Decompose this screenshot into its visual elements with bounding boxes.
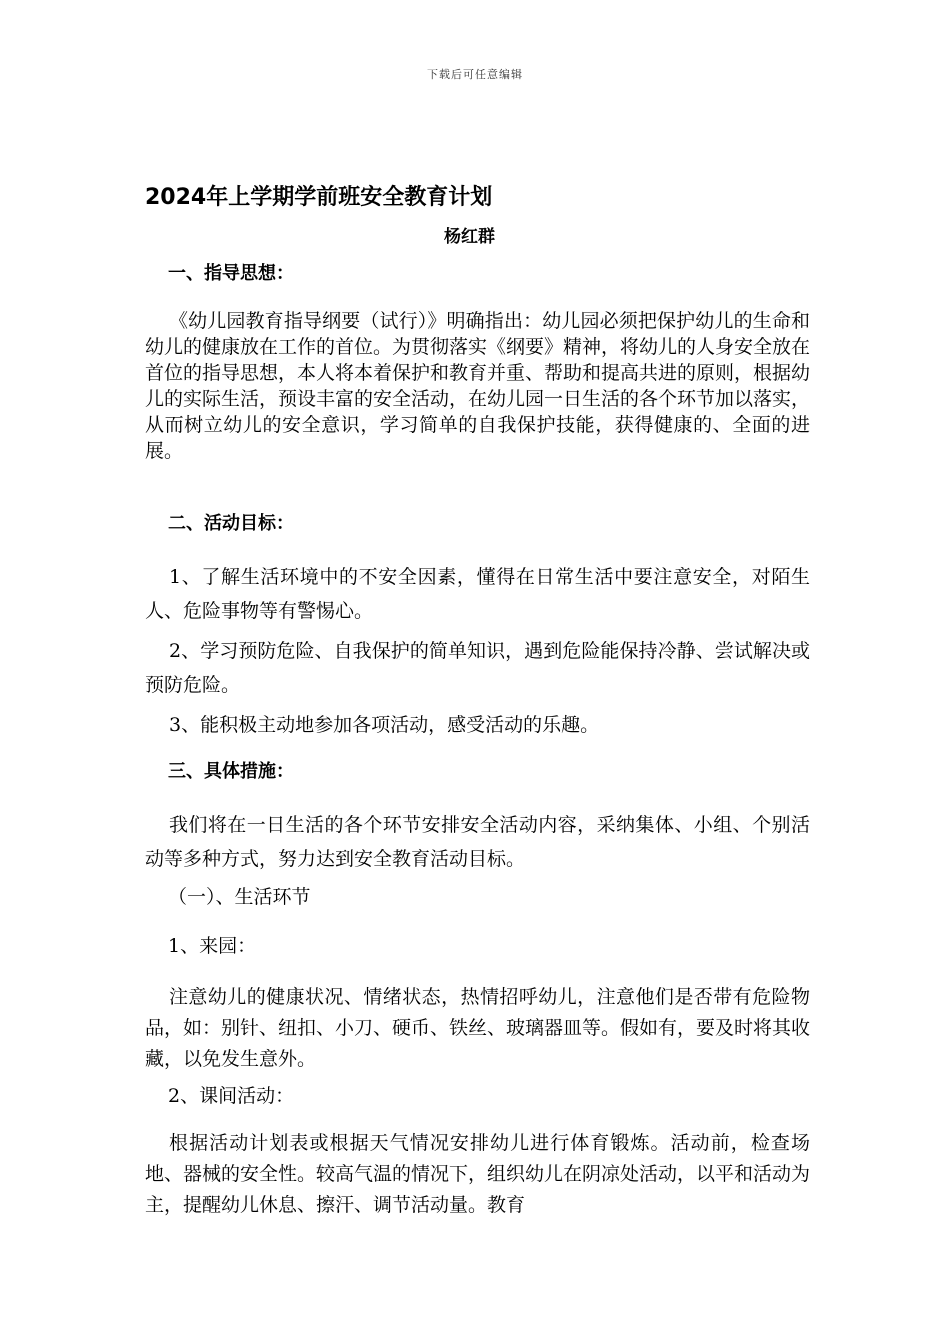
heading-goals: 二、活动目标： xyxy=(168,513,294,534)
measures-intro: 我们将在一日生活的各个环节安排安全活动内容，采纳集体、小组、个别活动等多种方式，努力达到安全教育活动目标。 xyxy=(145,814,810,870)
heading-measures: 三、具体措施： xyxy=(168,761,294,782)
heading-guiding: 一、指导思想： xyxy=(168,263,294,284)
document-title: 2024年上学期学前班安全教育计划 xyxy=(145,185,493,210)
goal-item-2: 2、学习预防危险、自我保护的简单知识，遇到危险能保持冷静、尝试解决或预防危险。 xyxy=(145,640,810,696)
item-break-text: 根据活动计划表或根据天气情况安排幼儿进行体育锻炼。活动前，检查场地、器械的安全性。较高气温的情况下，组织幼儿在阴凉处活动，以平和活动为主，提醒幼儿休息、擦汗、调节活动量。教育 xyxy=(145,1132,811,1216)
goal-item-1: 1、了解生活环境中的不安全因素，懂得在日常生活中要注意安全，对陌生人、危险事物等有警惕心。 xyxy=(145,566,810,622)
header-note: 下载后可任意编辑 xyxy=(427,68,523,81)
goal-item-3: 3、能积极主动地参加各项活动，感受活动的乐趣。 xyxy=(169,714,600,736)
guiding-paragraph: 《幼儿园教育指导纲要（试行）》明确指出：幼儿园必须把保护幼儿的生命和幼儿的健康放在工作的首位。为贯彻落实《纲要》精神，将幼儿的人身安全放在首位的指导思想，本人将本着保护和教育并重、帮助和提高共进的原则，根据幼儿的实际生活，预设丰富的安全活动，在幼儿园一日生活的各个环节加以落实，从而树立幼儿的安全意识，学习简单的自我保护技能，获得健康的、全面的进展。 xyxy=(145,310,811,462)
item-break-title: 2、课间活动： xyxy=(168,1085,295,1107)
item-arrival-text: 注意幼儿的健康状况、情绪状态，热情招呼幼儿，注意他们是否带有危险物品，如：别针、纽扣、小刀、硬币、铁丝、玻璃器皿等。假如有，要及时将其收藏，以免发生意外。 xyxy=(145,986,811,1070)
sub-heading-life: （一）、生活环节 xyxy=(168,886,311,908)
item-arrival-title: 1、来园： xyxy=(168,935,257,957)
author-name: 杨红群 xyxy=(444,227,495,247)
